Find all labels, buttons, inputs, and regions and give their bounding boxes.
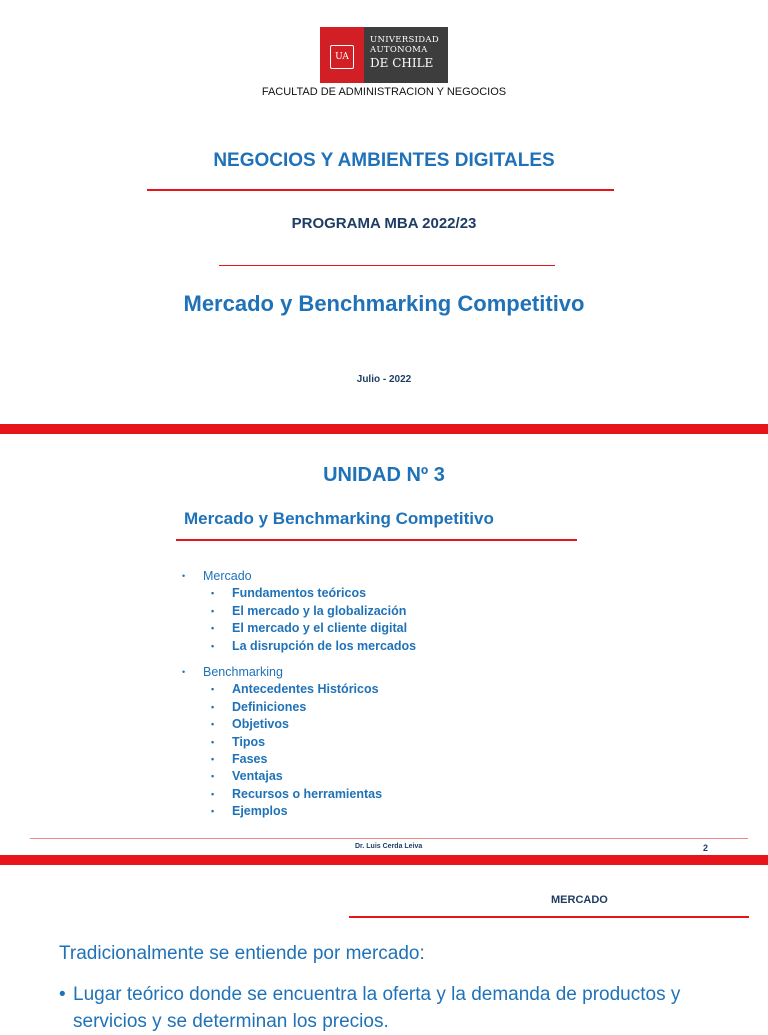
agenda-group-mercado xyxy=(182,568,416,655)
logo-wordmark xyxy=(364,27,448,83)
agenda-item: • La disrupción de los mercados xyxy=(203,638,416,655)
university-logo xyxy=(320,27,448,83)
agenda-group-label: Benchmarking xyxy=(203,665,283,680)
agenda-item: • Definiciones xyxy=(203,699,416,716)
logo-badge: UA xyxy=(330,45,354,69)
agenda-group-benchmarking xyxy=(182,664,416,821)
agenda-item: • El mercado y el cliente digital xyxy=(203,620,416,637)
agenda-item: • Antecedentes Históricos xyxy=(203,681,416,698)
footer-rule xyxy=(30,838,748,839)
logo-mark xyxy=(320,27,364,83)
unit-subtitle: Mercado y Benchmarking Competitivo xyxy=(184,509,494,528)
presentation-date: Julio - 2022 xyxy=(356,374,412,385)
logo-line-3: DE CHILE xyxy=(370,56,434,70)
logo-line-2: AUTONOMA xyxy=(370,45,428,55)
section-underline xyxy=(349,916,749,918)
footer-author: Dr. Luis Cerda Leiva xyxy=(355,843,423,850)
course-underline xyxy=(147,189,614,191)
agenda-item: • Recursos o herramientas xyxy=(203,786,416,803)
title-slide xyxy=(0,0,768,424)
agenda-item: • El mercado y la globalización xyxy=(203,603,416,620)
presentation-title: Mercado y Benchmarking Competitivo xyxy=(183,291,585,316)
bullet-text: • Lugar teórico donde se encuentra la oferta y la demanda de productos y servicios y se determinan los precios. xyxy=(59,981,753,1035)
unit-underline xyxy=(176,539,577,541)
agenda-group-label: Mercado xyxy=(203,569,252,583)
agenda-item: • Ventajas xyxy=(203,768,416,785)
agenda-item: • Objetivos xyxy=(203,716,416,733)
section-header: MERCADO xyxy=(551,894,608,906)
page-number: 2 xyxy=(703,843,709,853)
agenda-list xyxy=(182,568,416,821)
logo-line-1: UNIVERSIDAD xyxy=(370,35,439,45)
course-title: NEGOCIOS Y AMBIENTES DIGITALES xyxy=(213,150,555,171)
agenda-item: • Tipos xyxy=(203,734,416,751)
slide-separator xyxy=(0,424,768,434)
intro-text: Tradicionalmente se entiende por mercado: xyxy=(59,943,425,964)
agenda-item: • Ejemplos xyxy=(203,803,416,820)
slide-separator xyxy=(0,855,768,865)
unit-title: UNIDAD Nº 3 xyxy=(323,464,445,486)
faculty-name: FACULTAD DE ADMINISTRACION Y NEGOCIOS xyxy=(261,86,507,98)
program-name: PROGRAMA MBA 2022/23 xyxy=(291,215,477,232)
agenda-item: • Fases xyxy=(203,751,416,768)
program-underline xyxy=(219,265,555,266)
agenda-item: • Fundamentos teóricos xyxy=(203,585,416,602)
